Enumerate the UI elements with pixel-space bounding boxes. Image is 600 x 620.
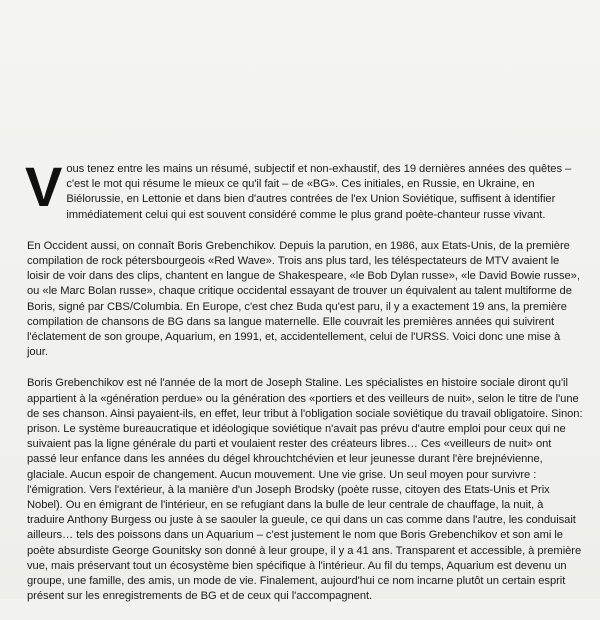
paragraph-intro-text: ous tenez entre les mains un résumé, subjectif et non-exhaustif, des 19 dernières années des quêtes – c'est le mot qui résume le mieux ce qu'il fait – de «BG». Ces initiales, en Russie, en Ukraine, en Biélorussie, en Lettonie et dans bien d'autres contrées de l'ex Union Soviétique, suffisent à identifier immédiatement celui qui est souvent considéré comme le plus grand poète-chanteur russe vivant. [66, 163, 572, 221]
paragraph-biography: Boris Grebenchikov est né l'année de la mort de Joseph Staline. Les spécialistes en histoire sociale diront qu'il appartient à la «génération perdue» ou la génération des «portiers et des veilleurs de nuit», selon le titre de l'une de ses chanson. Ainsi payaient-ils, en effet, leur tribut à l'obligation sociale soviétique du travail obligatoire. Sinon: prison. Le système bureaucratique et idéologique soviétique n'avait pas prévu d'autre emploi pour ceux qui ne suivaient pas la ligne générale du parti et voulaient rester des créateurs libres… Ces «veilleurs de nuit» ont passé leur enfance dans les années du dégel khrouchtchévien et leur jeunesse durant l'ère brejnévienne, glaciale. Aucun espoir de changement. Aucun mouvement. Une vie grise. Un seul moyen pour survivre : l'émigration. Vers l'extérieur, à la manière d'un Joseph Brodsky (poète russe, citoyen des Etats-Unis et Prix Nobel). Ou en émigrant de l'intérieur, en se refugiant dans la bulle de leur centrale de chauffage, la nuit, à traduire Anthony Burgess ou juste à se saouler la gueule, ce qui dans un cas comme dans l'autre, les conduisait ailleurs… tels des poissons dans un Aquarium – c'est justement le nom que Boris Grebenchikov et son ami le poète absurdiste George Gounitsky son donné à leur groupe, il y a 41 ans. Transparent et accessible, à première vue, mais préservant tout un écosystème bien spécifique à l'intérieur. Au fil du temps, Aquarium est devenu un groupe, une famille, des amis, un mode de vie. Finalement, aujourd'hui ce nom incarne plutôt un certain esprit présent sur les enregistrements de BG et de ceux qui l'accompagnent. [27, 377, 583, 603]
article-body [27, 140, 583, 620]
paragraph-intro [27, 140, 583, 223]
drop-cap-letter: V [25, 155, 63, 218]
paragraph-occident: En Occident aussi, on connaît Boris Grebenchikov. Depuis la parution, en 1986, aux Etats-Unis, de la première compilation de rock pétersbourgeois «Red Wave». Trois ans plus tard, les téléspectateurs de MTV avaient le loisir de voir dans des clips, chantent en langue de Shakespeare, «le Bob Dylan russe», «le David Bowie russe», ou «le Marc Bolan russe», chaque critique occidental essayant de trouver un équivalent au talent multiforme de Boris, signé par CBS/Columbia. En Europe, c'est chez Buda qu'est paru, il y a exactement 19 ans, la première compilation de chansons de BG dans sa langue maternelle. Elle couvrait les premières années qui suivirent l'éclatement de son groupe, Aquarium, en 1991, et, accidentellement, celui de l'URSS. Voici donc une mise à jour. [27, 239, 580, 359]
